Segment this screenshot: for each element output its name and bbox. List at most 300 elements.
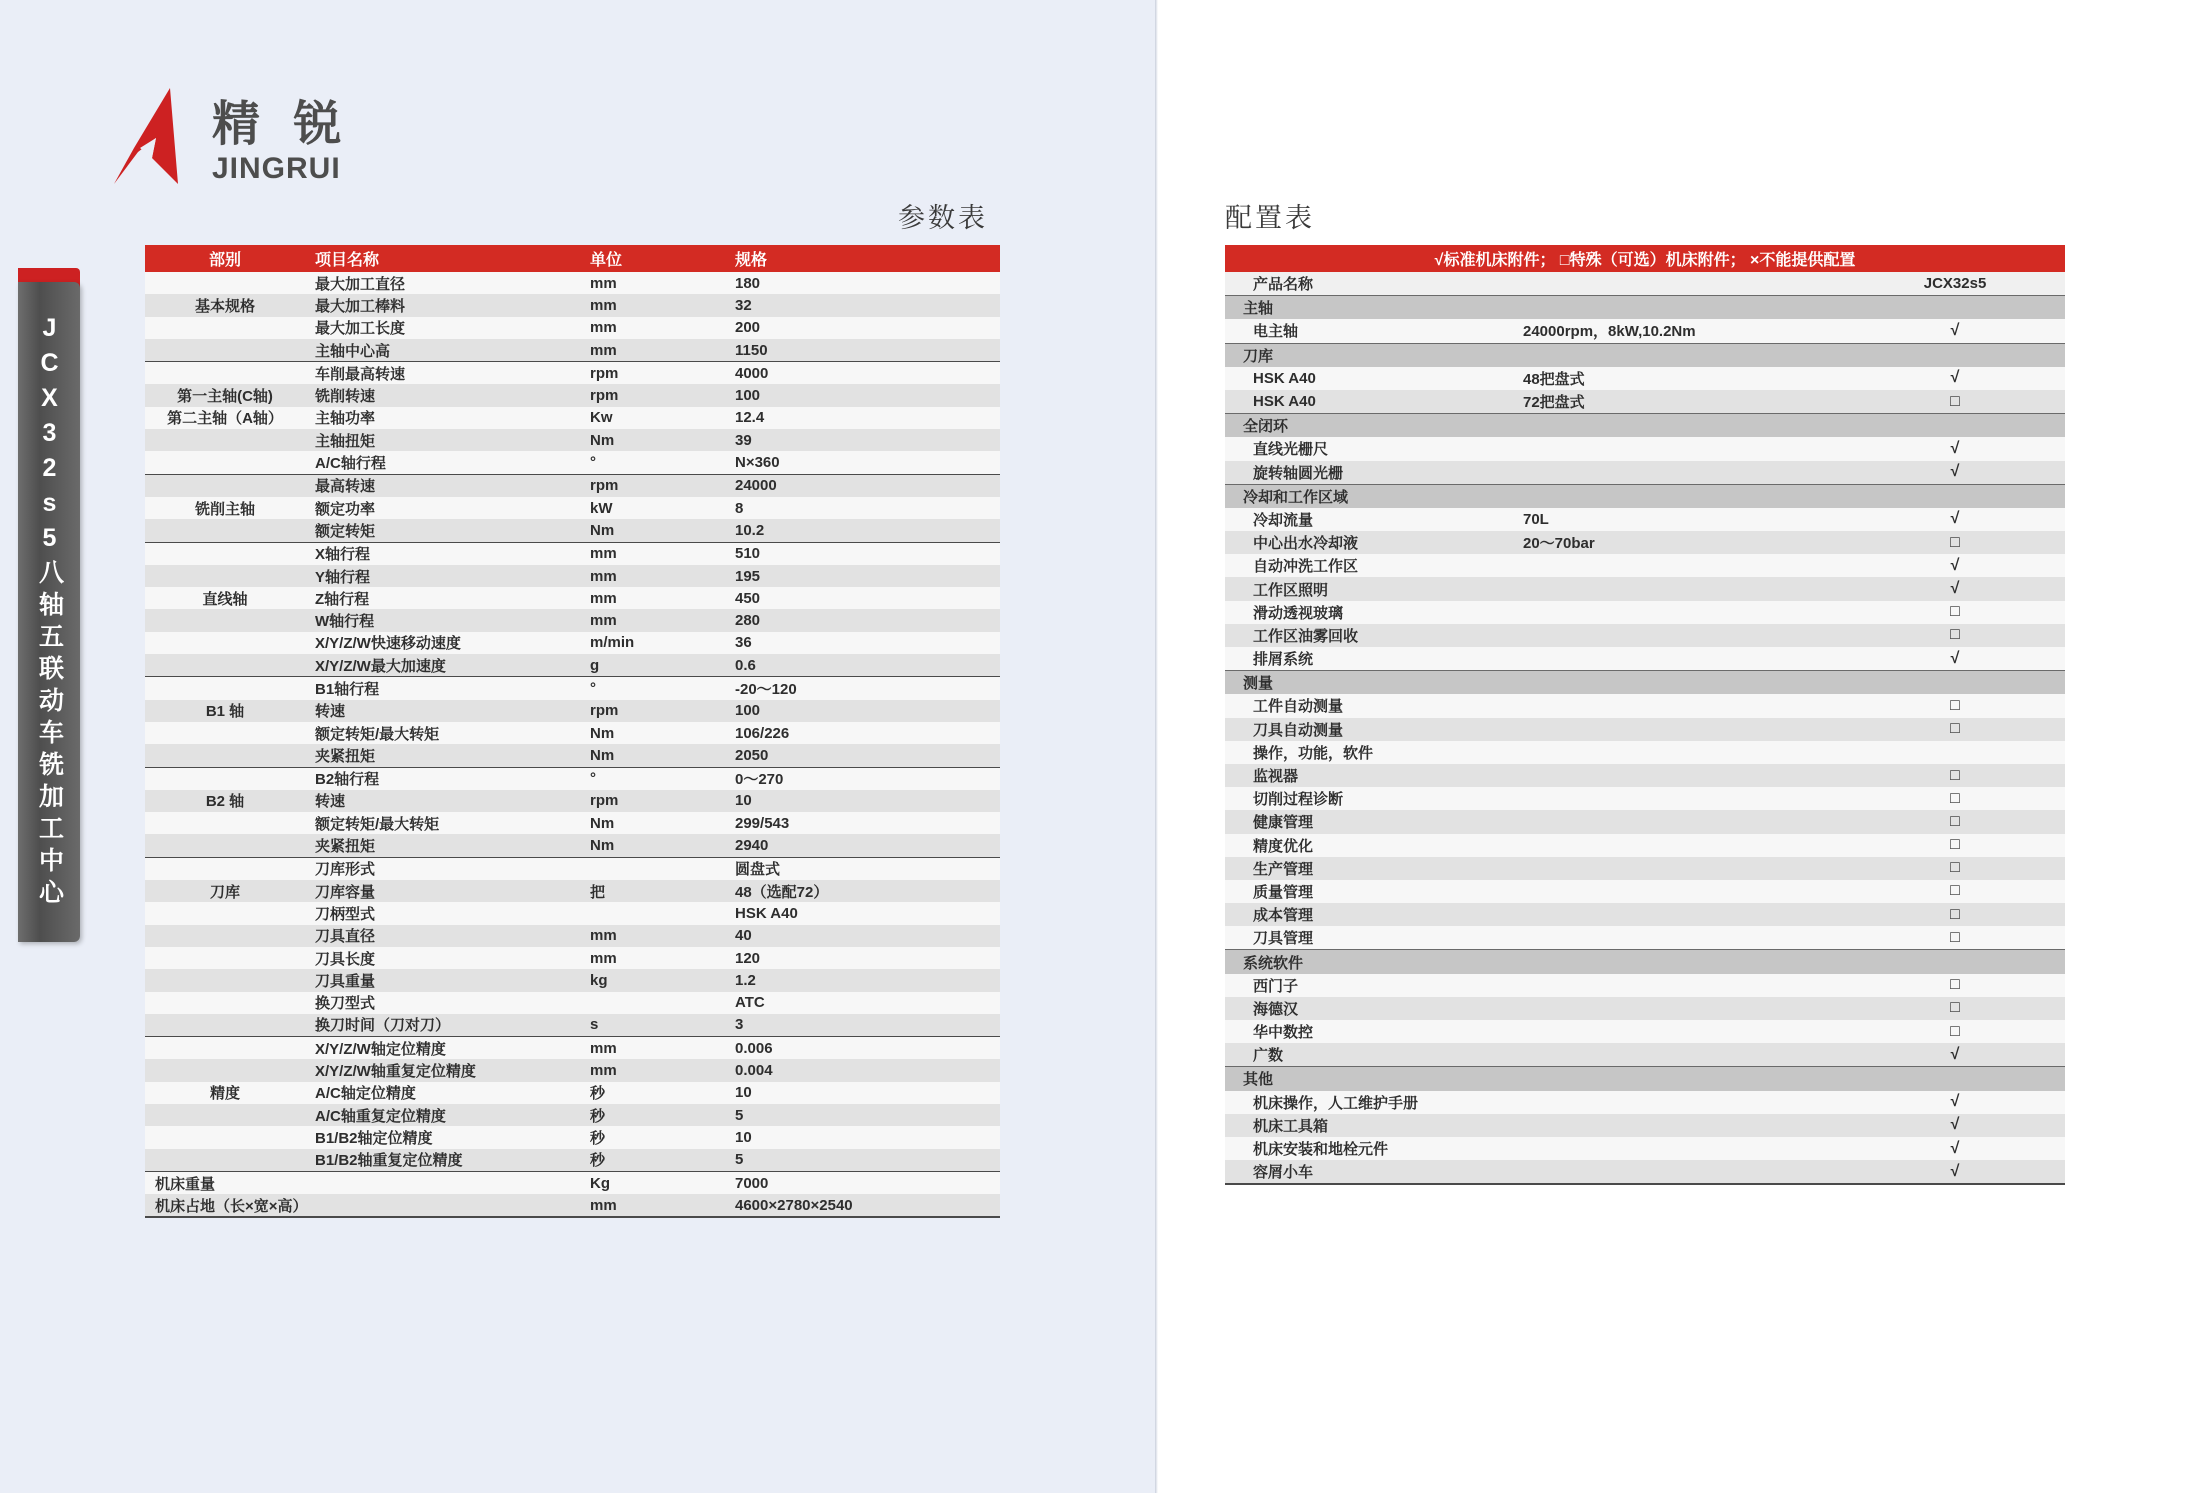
cell-config-name: 刀具自动测量 — [1225, 718, 1515, 741]
cell-item-name: 刀具直径 — [305, 925, 580, 947]
table-row — [145, 812, 1000, 834]
table-row — [1225, 601, 2065, 624]
cell-config-name: 机床工具箱 — [1225, 1114, 1515, 1137]
table-row — [1225, 437, 2065, 460]
cell-config-name: 自动冲洗工作区 — [1225, 554, 1515, 577]
cell-unit: ° — [580, 677, 725, 700]
cell-category — [145, 744, 305, 767]
table-row — [145, 925, 1000, 947]
cell-item-name: 车削最高转速 — [305, 362, 580, 385]
cell-unit: Nm — [580, 744, 725, 767]
cell-spec-value: 3 — [725, 1014, 1000, 1037]
cell-config-name: 机床操作，人工维护手册 — [1225, 1091, 1515, 1114]
cell-spec-value: 180 — [725, 272, 1000, 294]
cell-config-name: 刀具管理 — [1225, 926, 1515, 950]
cell-item-name: X/Y/Z/W快速移动速度 — [305, 632, 580, 654]
cell-availability-mark: √ — [1845, 1091, 2065, 1114]
cell-availability-mark: √ — [1845, 577, 2065, 600]
table-row — [145, 744, 1000, 767]
cell-config-spec — [1515, 997, 1845, 1020]
logo-text-english: JINGRUI — [212, 152, 341, 186]
cell-unit: 把 — [580, 880, 725, 902]
cell-unit: mm — [580, 925, 725, 947]
cell-unit: kg — [580, 969, 725, 991]
company-logo — [112, 86, 351, 186]
cell-config-spec — [1515, 810, 1845, 833]
cell-unit: mm — [580, 947, 725, 969]
cell-availability-mark: √ — [1845, 508, 2065, 531]
cell-unit: rpm — [580, 790, 725, 812]
table-row — [145, 880, 1000, 902]
table-row — [1225, 1114, 2065, 1137]
group-header-row — [1225, 484, 2065, 508]
cell-item-name: W轴行程 — [305, 609, 580, 631]
cell-spec-value: 39 — [725, 429, 1000, 451]
table-row — [145, 1082, 1000, 1104]
group-header-label: 其他 — [1225, 1067, 2065, 1091]
cell-config-name: HSK A40 — [1225, 367, 1515, 390]
cell-spec-value: 450 — [725, 587, 1000, 609]
cell-availability-mark: □ — [1845, 787, 2065, 810]
cell-item-name: 主轴功率 — [305, 407, 580, 429]
cell-config-name: 工作区油雾回收 — [1225, 624, 1515, 647]
product-name-row — [1225, 272, 2065, 296]
cell-item-name: X/Y/Z/W轴定位精度 — [305, 1037, 580, 1060]
cell-spec-value: 40 — [725, 925, 1000, 947]
cell-availability-mark: □ — [1845, 694, 2065, 717]
cell-category — [145, 812, 305, 834]
product-model-value: JCX32s5 — [1845, 272, 2065, 296]
cell-item-name: X/Y/Z/W轴重复定位精度 — [305, 1059, 580, 1081]
cell-category — [145, 451, 305, 474]
cell-spec-value: 10 — [725, 1126, 1000, 1148]
cell-item-name: 转速 — [305, 790, 580, 812]
cell-config-spec — [1515, 787, 1845, 810]
table-row — [1225, 880, 2065, 903]
cell-unit: mm — [580, 587, 725, 609]
table-row — [145, 969, 1000, 991]
cell-spec-value: 280 — [725, 609, 1000, 631]
cell-spec-value: 0.006 — [725, 1037, 1000, 1060]
group-header-label: 冷却和工作区域 — [1225, 484, 2065, 508]
cell-config-spec — [1515, 1160, 1845, 1184]
cell-config-name: 工件自动测量 — [1225, 694, 1515, 717]
cell-category: 精度 — [145, 1082, 305, 1104]
cell-unit: 秒 — [580, 1149, 725, 1172]
cell-spec-value: 195 — [725, 565, 1000, 587]
table-row — [145, 474, 1000, 497]
cell-unit: 秒 — [580, 1104, 725, 1126]
table-row — [1225, 319, 2065, 343]
cell-unit: Nm — [580, 429, 725, 451]
cell-item-name: 刀柄型式 — [305, 902, 580, 924]
cell-unit: mm — [580, 272, 725, 294]
cell-unit: mm — [580, 294, 725, 316]
cell-category — [145, 1149, 305, 1172]
cell-availability-mark: □ — [1845, 997, 2065, 1020]
cell-category — [145, 969, 305, 991]
cell-item-name: 额定功率 — [305, 497, 580, 519]
table-row — [145, 1037, 1000, 1060]
cell-config-spec — [1515, 880, 1845, 903]
cell-availability-mark: □ — [1845, 601, 2065, 624]
header-unit: 单位 — [580, 245, 725, 272]
header-category: 部别 — [145, 245, 305, 272]
table-row — [145, 339, 1000, 362]
parameter-table-header-row — [145, 245, 1000, 272]
cell-unit — [580, 902, 725, 924]
cell-category — [145, 542, 305, 565]
cell-unit: Kg — [580, 1171, 725, 1194]
cell-item-name: 最大加工棒料 — [305, 294, 580, 316]
cell-item-name: B2轴行程 — [305, 767, 580, 790]
cell-availability-mark: □ — [1845, 390, 2065, 414]
table-row — [1225, 997, 2065, 1020]
table-row — [145, 542, 1000, 565]
table-row — [1225, 834, 2065, 857]
cell-config-name: 健康管理 — [1225, 810, 1515, 833]
cell-category — [145, 474, 305, 497]
cell-category — [145, 654, 305, 677]
cell-spec-value: 0～270 — [725, 767, 1000, 790]
cell-spec-value: 32 — [725, 294, 1000, 316]
cell-category: 机床重量 — [145, 1171, 580, 1194]
cell-category: B2 轴 — [145, 790, 305, 812]
cell-unit — [580, 857, 725, 880]
config-banner-row — [1225, 245, 2065, 272]
cell-config-spec: 70L — [1515, 508, 1845, 531]
cell-spec-value: 48（选配72） — [725, 880, 1000, 902]
cell-config-spec — [1515, 1114, 1845, 1137]
cell-item-name: Z轴行程 — [305, 587, 580, 609]
cell-config-spec — [1515, 903, 1845, 926]
cell-spec-value: 2940 — [725, 834, 1000, 857]
table-row — [145, 384, 1000, 406]
cell-category — [145, 722, 305, 744]
table-row — [145, 677, 1000, 700]
group-header-row — [1225, 671, 2065, 695]
cell-unit: mm — [580, 317, 725, 339]
cell-category: 机床占地（长×宽×高） — [145, 1194, 580, 1217]
header-item-name: 项目名称 — [305, 245, 580, 272]
cell-config-name: 滑动透视玻璃 — [1225, 601, 1515, 624]
cell-spec-value: 1150 — [725, 339, 1000, 362]
table-row — [1225, 1020, 2065, 1043]
cell-category — [145, 947, 305, 969]
group-header-row — [1225, 343, 2065, 367]
cell-config-spec — [1515, 1137, 1845, 1160]
table-row — [1225, 1160, 2065, 1184]
group-header-label: 主轴 — [1225, 296, 2065, 320]
group-header-row — [1225, 950, 2065, 974]
cell-config-spec — [1515, 554, 1845, 577]
cell-spec-value: 4000 — [725, 362, 1000, 385]
page-fold-seam — [1155, 0, 1158, 1493]
table-row — [145, 902, 1000, 924]
cell-unit: mm — [580, 609, 725, 631]
cell-config-name: 生产管理 — [1225, 857, 1515, 880]
table-row — [145, 1126, 1000, 1148]
cell-availability-mark: □ — [1845, 857, 2065, 880]
cell-spec-value: 7000 — [725, 1171, 1000, 1194]
cell-config-spec — [1515, 647, 1845, 671]
cell-config-name: HSK A40 — [1225, 390, 1515, 414]
cell-unit: mm — [580, 1059, 725, 1081]
cell-unit: mm — [580, 1194, 725, 1217]
config-legend-banner: √标准机床附件； □特殊（可选）机床附件； ×不能提供配置 — [1225, 245, 2065, 272]
cell-unit: s — [580, 1014, 725, 1037]
cell-unit: mm — [580, 1037, 725, 1060]
cell-unit: kW — [580, 497, 725, 519]
cell-item-name: 刀具重量 — [305, 969, 580, 991]
cell-spec-value: 圆盘式 — [725, 857, 1000, 880]
cell-availability-mark: □ — [1845, 764, 2065, 787]
table-row — [1225, 508, 2065, 531]
cell-item-name: A/C轴重复定位精度 — [305, 1104, 580, 1126]
cell-item-name: 额定转矩 — [305, 519, 580, 542]
cell-availability-mark: □ — [1845, 810, 2065, 833]
table-row — [1225, 1043, 2065, 1067]
cell-spec-value: 100 — [725, 700, 1000, 722]
table-row — [145, 700, 1000, 722]
cell-item-name: B1轴行程 — [305, 677, 580, 700]
table-row — [145, 565, 1000, 587]
cell-config-spec — [1515, 926, 1845, 950]
cell-unit: rpm — [580, 362, 725, 385]
cell-config-spec: 48把盘式 — [1515, 367, 1845, 390]
cell-unit: 秒 — [580, 1082, 725, 1104]
cell-spec-value: 4600×2780×2540 — [725, 1194, 1000, 1217]
cell-config-name: 精度优化 — [1225, 834, 1515, 857]
cell-category — [145, 677, 305, 700]
group-header-row — [1225, 296, 2065, 320]
cell-config-name: 华中数控 — [1225, 1020, 1515, 1043]
spine-tab — [18, 282, 80, 942]
cell-config-spec — [1515, 437, 1845, 460]
cell-unit: rpm — [580, 474, 725, 497]
cell-spec-value: 200 — [725, 317, 1000, 339]
cell-item-name: A/C轴行程 — [305, 451, 580, 474]
cell-unit: mm — [580, 565, 725, 587]
cell-category: B1 轴 — [145, 700, 305, 722]
cell-category — [145, 1014, 305, 1037]
cell-spec-value: 10.2 — [725, 519, 1000, 542]
cell-availability-mark: √ — [1845, 367, 2065, 390]
cell-unit: Nm — [580, 722, 725, 744]
cell-availability-mark: □ — [1845, 903, 2065, 926]
cell-category — [145, 1037, 305, 1060]
cell-availability-mark: √ — [1845, 1160, 2065, 1184]
cell-item-name: X轴行程 — [305, 542, 580, 565]
cell-item-name: 额定转矩/最大转矩 — [305, 722, 580, 744]
cell-spec-value: 2050 — [725, 744, 1000, 767]
cell-config-spec — [1515, 1043, 1845, 1067]
cell-category: 直线轴 — [145, 587, 305, 609]
cell-spec-value: 1.2 — [725, 969, 1000, 991]
cell-availability-mark: √ — [1845, 1043, 2065, 1067]
cell-config-name: 容屑小车 — [1225, 1160, 1515, 1184]
cell-item-name: 最大加工长度 — [305, 317, 580, 339]
table-row — [1225, 787, 2065, 810]
cell-config-name: 旋转轴圆光栅 — [1225, 461, 1515, 485]
cell-config-spec — [1515, 601, 1845, 624]
cell-spec-value: 120 — [725, 947, 1000, 969]
cell-config-spec — [1515, 577, 1845, 600]
table-row — [145, 294, 1000, 316]
table-row — [145, 362, 1000, 385]
table-row — [1225, 926, 2065, 950]
cell-config-spec — [1515, 857, 1845, 880]
cell-category: 刀库 — [145, 880, 305, 902]
cell-category — [145, 362, 305, 385]
cell-spec-value: 10 — [725, 790, 1000, 812]
logo-arrow-icon — [112, 86, 198, 186]
table-row — [1225, 577, 2065, 600]
cell-config-name: 电主轴 — [1225, 319, 1515, 343]
cell-config-spec — [1515, 741, 1845, 764]
table-row — [1225, 647, 2065, 671]
cell-availability-mark: √ — [1845, 1114, 2065, 1137]
cell-category — [145, 519, 305, 542]
cell-category — [145, 429, 305, 451]
cell-config-name: 切削过程诊断 — [1225, 787, 1515, 810]
cell-unit: mm — [580, 542, 725, 565]
cell-config-spec — [1515, 718, 1845, 741]
spine-label: JCX32s5八轴五联动车铣加工中心 — [35, 313, 64, 911]
table-row — [145, 609, 1000, 631]
table-row — [145, 834, 1000, 857]
cell-item-name: B1/B2轴定位精度 — [305, 1126, 580, 1148]
cell-item-name: 刀具长度 — [305, 947, 580, 969]
cell-spec-value: 10 — [725, 1082, 1000, 1104]
cell-unit: g — [580, 654, 725, 677]
cell-config-spec — [1515, 834, 1845, 857]
cell-availability-mark: √ — [1845, 437, 2065, 460]
cell-availability-mark: □ — [1845, 974, 2065, 997]
table-row — [1225, 624, 2065, 647]
group-header-label: 刀库 — [1225, 343, 2065, 367]
cell-unit: 秒 — [580, 1126, 725, 1148]
cell-config-name: 冷却流量 — [1225, 508, 1515, 531]
cell-item-name: 夹紧扭矩 — [305, 834, 580, 857]
cell-category — [145, 339, 305, 362]
cell-config-spec — [1515, 461, 1845, 485]
cell-availability-mark: □ — [1845, 531, 2065, 554]
cell-item-name: 转速 — [305, 700, 580, 722]
cell-spec-value: 36 — [725, 632, 1000, 654]
table-row — [1225, 554, 2065, 577]
cell-spec-value: 106/226 — [725, 722, 1000, 744]
table-row — [145, 632, 1000, 654]
cell-category — [145, 317, 305, 339]
table-row — [1225, 741, 2065, 764]
table-row — [1225, 974, 2065, 997]
cell-availability-mark: √ — [1845, 647, 2065, 671]
cell-spec-value: 5 — [725, 1104, 1000, 1126]
table-row — [145, 429, 1000, 451]
cell-spec-value: N×360 — [725, 451, 1000, 474]
table-row — [145, 947, 1000, 969]
cell-config-name: 直线光栅尺 — [1225, 437, 1515, 460]
cell-config-name: 西门子 — [1225, 974, 1515, 997]
table-row — [1225, 694, 2065, 717]
cell-category — [145, 925, 305, 947]
cell-category: 铣削主轴 — [145, 497, 305, 519]
cell-config-name: 操作，功能，软件 — [1225, 741, 1515, 764]
configuration-table — [1225, 245, 2065, 1185]
cell-category — [145, 902, 305, 924]
cell-config-spec — [1515, 694, 1845, 717]
table-row — [145, 654, 1000, 677]
cell-item-name: A/C轴定位精度 — [305, 1082, 580, 1104]
cell-spec-value: 0.004 — [725, 1059, 1000, 1081]
cell-item-name: 铣削转速 — [305, 384, 580, 406]
product-name-label: 产品名称 — [1225, 272, 1515, 296]
cell-item-name: 主轴中心高 — [305, 339, 580, 362]
cell-spec-value: 24000 — [725, 474, 1000, 497]
cell-item-name: 主轴扭矩 — [305, 429, 580, 451]
table-row — [145, 790, 1000, 812]
cell-item-name: 换刀型式 — [305, 992, 580, 1014]
table-row — [1225, 903, 2065, 926]
cell-config-name: 工作区照明 — [1225, 577, 1515, 600]
group-header-label: 全闭环 — [1225, 414, 2065, 438]
logo-text-chinese: 精 锐 — [212, 98, 352, 151]
group-header-row — [1225, 1067, 2065, 1091]
cell-category — [145, 609, 305, 631]
cell-item-name: X/Y/Z/W最大加速度 — [305, 654, 580, 677]
table-row — [145, 272, 1000, 294]
cell-spec-value: ATC — [725, 992, 1000, 1014]
cell-availability-mark: √ — [1845, 319, 2065, 343]
cell-availability-mark: □ — [1845, 880, 2065, 903]
table-row — [145, 722, 1000, 744]
cell-item-name: 最大加工直径 — [305, 272, 580, 294]
table-row — [1225, 718, 2065, 741]
cell-item-name: 换刀时间（刀对刀） — [305, 1014, 580, 1037]
cell-spec-value: 299/543 — [725, 812, 1000, 834]
cell-item-name: 额定转矩/最大转矩 — [305, 812, 580, 834]
cell-item-name: 夹紧扭矩 — [305, 744, 580, 767]
cell-config-name: 监视器 — [1225, 764, 1515, 787]
table-row — [145, 1194, 1000, 1217]
cell-availability-mark: □ — [1845, 834, 2065, 857]
cell-category — [145, 1104, 305, 1126]
cell-unit: Nm — [580, 834, 725, 857]
table-row — [1225, 764, 2065, 787]
table-row — [1225, 367, 2065, 390]
parameter-table-title: 参数表 — [898, 203, 988, 233]
group-header-row — [1225, 414, 2065, 438]
table-row — [1225, 1091, 2065, 1114]
cell-config-spec: 20～70bar — [1515, 531, 1845, 554]
cell-availability-mark — [1845, 741, 2065, 764]
cell-unit: mm — [580, 339, 725, 362]
cell-config-spec: 72把盘式 — [1515, 390, 1845, 414]
table-row — [1225, 390, 2065, 414]
table-row — [145, 1014, 1000, 1037]
cell-unit: rpm — [580, 384, 725, 406]
cell-category — [145, 1126, 305, 1148]
cell-category — [145, 1059, 305, 1081]
parameter-table — [145, 245, 1000, 1218]
cell-unit: Nm — [580, 812, 725, 834]
cell-category: 基本规格 — [145, 294, 305, 316]
cell-config-spec — [1515, 1020, 1845, 1043]
cell-category — [145, 632, 305, 654]
cell-availability-mark: √ — [1845, 461, 2065, 485]
cell-unit: Kw — [580, 407, 725, 429]
